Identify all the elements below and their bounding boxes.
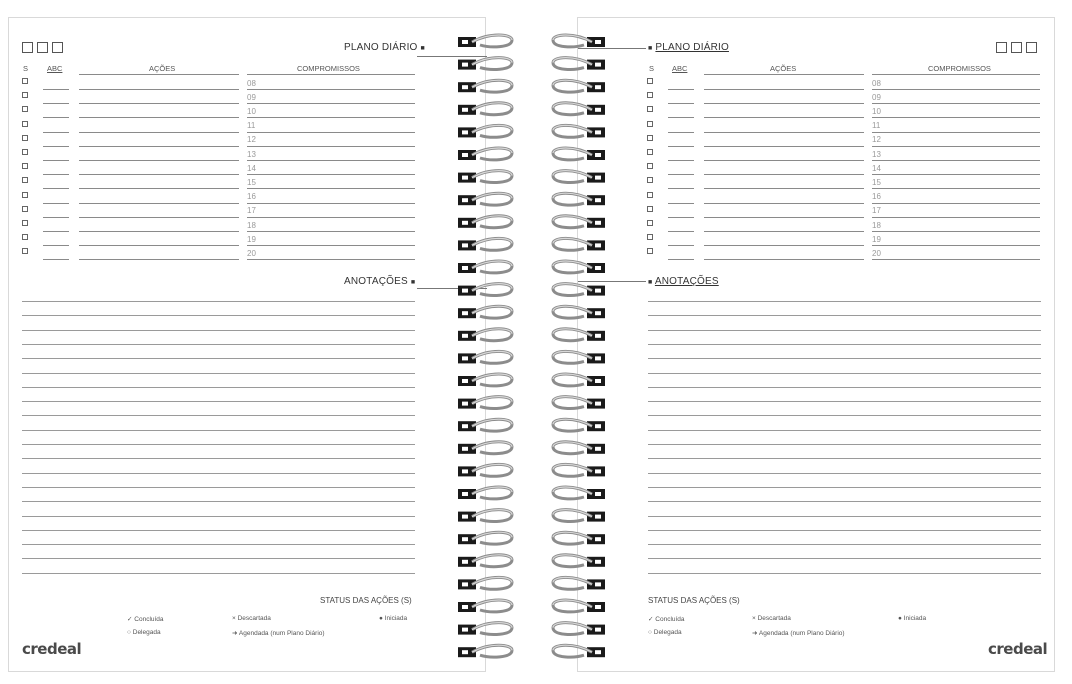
column-acoes: AÇÕES bbox=[770, 64, 797, 73]
check-icon: ✓ bbox=[648, 616, 654, 623]
abc-field[interactable] bbox=[43, 103, 69, 104]
status-concluida: ✓ Concluída bbox=[127, 616, 164, 623]
hour-label: 11 bbox=[872, 121, 881, 131]
header-rule bbox=[247, 74, 415, 75]
note-line[interactable] bbox=[648, 344, 1041, 345]
status-checkbox[interactable] bbox=[647, 92, 653, 98]
square-bullet-icon: ■ bbox=[648, 45, 653, 52]
appointment-field[interactable] bbox=[247, 146, 415, 147]
note-line[interactable] bbox=[648, 501, 1041, 502]
arrow-icon: ➜ bbox=[752, 630, 758, 637]
header-rule bbox=[79, 74, 239, 75]
status-checkbox[interactable] bbox=[22, 78, 28, 84]
note-line[interactable] bbox=[648, 415, 1041, 416]
title-connector bbox=[578, 48, 646, 49]
abc-field[interactable] bbox=[668, 89, 694, 90]
action-field[interactable] bbox=[704, 174, 864, 175]
appointment-field[interactable] bbox=[872, 117, 1040, 118]
appointment-field[interactable] bbox=[247, 132, 415, 133]
right-page bbox=[577, 17, 1055, 672]
appointment-field[interactable] bbox=[872, 89, 1040, 90]
cross-icon: × bbox=[232, 615, 236, 622]
status-agendada: ➜ Agendada (num Plano Diário) bbox=[752, 630, 845, 637]
hour-label: 15 bbox=[872, 177, 881, 187]
action-field[interactable] bbox=[704, 203, 864, 204]
hour-label: 09 bbox=[247, 92, 256, 102]
hour-label: 20 bbox=[247, 248, 256, 258]
note-line[interactable] bbox=[22, 473, 415, 474]
action-field[interactable] bbox=[79, 203, 239, 204]
page-title: ■ PLANO DIÁRIO bbox=[648, 42, 729, 53]
action-field[interactable] bbox=[79, 160, 239, 161]
hour-label: 13 bbox=[872, 149, 881, 159]
status-agendada: ➜ Agendada (num Plano Diário) bbox=[232, 630, 325, 637]
status-checkbox[interactable] bbox=[22, 177, 28, 183]
note-line[interactable] bbox=[22, 344, 415, 345]
hour-label: 20 bbox=[872, 248, 881, 258]
appointment-field[interactable] bbox=[247, 103, 415, 104]
status-iniciada: ● Iniciada bbox=[898, 615, 927, 622]
note-line[interactable] bbox=[648, 473, 1041, 474]
appointment-field[interactable] bbox=[872, 188, 1040, 189]
appointment-field[interactable] bbox=[247, 217, 415, 218]
appointment-field[interactable] bbox=[247, 89, 415, 90]
hour-label: 13 bbox=[247, 149, 256, 159]
note-line[interactable] bbox=[648, 315, 1041, 316]
appointment-field[interactable] bbox=[872, 146, 1040, 147]
appointment-field[interactable] bbox=[872, 160, 1040, 161]
status-checkbox[interactable] bbox=[22, 248, 28, 254]
page-title: PLANO DIÁRIO ■ bbox=[344, 42, 425, 53]
appointment-field[interactable] bbox=[247, 188, 415, 189]
action-field[interactable] bbox=[704, 117, 864, 118]
appointment-field[interactable] bbox=[872, 132, 1040, 133]
status-delegada: ○ Delegada bbox=[648, 629, 682, 636]
column-abc: ABC bbox=[672, 64, 688, 73]
status-checkbox[interactable] bbox=[647, 192, 653, 198]
appointment-field[interactable] bbox=[872, 217, 1040, 218]
column-compromissos: COMPROMISSOS bbox=[928, 64, 991, 73]
status-checkbox[interactable] bbox=[22, 234, 28, 240]
abc-field[interactable] bbox=[43, 217, 69, 218]
note-line[interactable] bbox=[22, 315, 415, 316]
status-checkbox[interactable] bbox=[647, 78, 653, 84]
hour-label: 17 bbox=[247, 206, 256, 216]
date-box[interactable] bbox=[52, 42, 63, 53]
status-checkbox[interactable] bbox=[647, 135, 653, 141]
status-checkbox[interactable] bbox=[22, 121, 28, 127]
hour-label: 16 bbox=[247, 192, 256, 202]
abc-field[interactable] bbox=[668, 146, 694, 147]
square-bullet-icon: ■ bbox=[648, 279, 653, 286]
note-line[interactable] bbox=[22, 401, 415, 402]
square-bullet-icon: ■ bbox=[410, 279, 416, 286]
note-line[interactable] bbox=[648, 330, 1041, 331]
note-line[interactable] bbox=[648, 444, 1041, 445]
abc-field[interactable] bbox=[43, 160, 69, 161]
appointment-field[interactable] bbox=[872, 245, 1040, 246]
action-field[interactable] bbox=[79, 117, 239, 118]
abc-field[interactable] bbox=[668, 217, 694, 218]
hour-label: 14 bbox=[872, 163, 881, 173]
note-line[interactable] bbox=[648, 373, 1041, 374]
date-box[interactable] bbox=[22, 42, 33, 53]
square-bullet-icon: ■ bbox=[420, 45, 425, 52]
hour-label: 12 bbox=[247, 135, 256, 145]
action-field[interactable] bbox=[79, 245, 239, 246]
abc-field[interactable] bbox=[43, 146, 69, 147]
note-line[interactable] bbox=[648, 430, 1041, 431]
hour-label: 18 bbox=[872, 220, 881, 230]
column-acoes: AÇÕES bbox=[149, 64, 176, 73]
notes-title: ■ ANOTAÇÕES bbox=[648, 276, 719, 287]
notes-title: ANOTAÇÕES ■ bbox=[344, 276, 416, 287]
hour-label: 17 bbox=[872, 206, 881, 216]
status-iniciada: ● Iniciada bbox=[379, 615, 408, 622]
abc-field[interactable] bbox=[668, 132, 694, 133]
appointment-field[interactable] bbox=[247, 259, 415, 260]
note-line[interactable] bbox=[648, 558, 1041, 559]
note-line[interactable] bbox=[22, 544, 415, 545]
action-field[interactable] bbox=[704, 259, 864, 260]
abc-field[interactable] bbox=[43, 117, 69, 118]
appointment-field[interactable] bbox=[872, 103, 1040, 104]
abc-field[interactable] bbox=[43, 132, 69, 133]
note-line[interactable] bbox=[22, 516, 415, 517]
arrow-icon: ➜ bbox=[232, 630, 238, 637]
column-s: S bbox=[23, 64, 29, 73]
status-checkbox[interactable] bbox=[647, 149, 653, 155]
note-line[interactable] bbox=[22, 301, 415, 302]
hour-label: 19 bbox=[247, 234, 256, 244]
status-checkbox[interactable] bbox=[22, 92, 28, 98]
status-checkbox[interactable] bbox=[647, 121, 653, 127]
action-field[interactable] bbox=[79, 103, 239, 104]
abc-field[interactable] bbox=[668, 117, 694, 118]
note-line[interactable] bbox=[22, 358, 415, 359]
title-connector bbox=[578, 281, 646, 282]
action-field[interactable] bbox=[79, 174, 239, 175]
hour-label: 19 bbox=[872, 234, 881, 244]
action-field[interactable] bbox=[79, 217, 239, 218]
title-connector bbox=[417, 288, 487, 289]
action-field[interactable] bbox=[704, 231, 864, 232]
note-line[interactable] bbox=[22, 373, 415, 374]
appointment-field[interactable] bbox=[247, 117, 415, 118]
left-page bbox=[8, 17, 486, 672]
status-checkbox[interactable] bbox=[22, 163, 28, 169]
appointment-field[interactable] bbox=[247, 160, 415, 161]
appointment-field[interactable] bbox=[247, 174, 415, 175]
hour-label: 12 bbox=[872, 135, 881, 145]
hour-label: 08 bbox=[247, 78, 256, 88]
note-line[interactable] bbox=[22, 430, 415, 431]
action-field[interactable] bbox=[704, 132, 864, 133]
abc-field[interactable] bbox=[668, 245, 694, 246]
action-field[interactable] bbox=[79, 231, 239, 232]
note-line[interactable] bbox=[648, 401, 1041, 402]
brand-logo: credeal bbox=[988, 640, 1048, 658]
status-checkbox[interactable] bbox=[647, 234, 653, 240]
note-line[interactable] bbox=[22, 501, 415, 502]
column-abc: ABC bbox=[47, 64, 63, 73]
status-checkbox[interactable] bbox=[22, 192, 28, 198]
appointment-field[interactable] bbox=[872, 231, 1040, 232]
column-s: S bbox=[649, 64, 655, 73]
action-field[interactable] bbox=[704, 245, 864, 246]
status-checkbox[interactable] bbox=[22, 135, 28, 141]
status-checkbox[interactable] bbox=[22, 206, 28, 212]
circle-icon: ○ bbox=[127, 629, 131, 636]
action-field[interactable] bbox=[704, 217, 864, 218]
date-box[interactable] bbox=[1011, 42, 1022, 53]
status-title: STATUS DAS AÇÕES (S) bbox=[648, 596, 740, 605]
note-line[interactable] bbox=[648, 301, 1041, 302]
status-concluida: ✓ Concluída bbox=[648, 616, 685, 623]
date-box[interactable] bbox=[996, 42, 1007, 53]
date-box[interactable] bbox=[37, 42, 48, 53]
status-descartada: × Descartada bbox=[752, 615, 791, 622]
action-field[interactable] bbox=[79, 132, 239, 133]
note-line[interactable] bbox=[648, 487, 1041, 488]
note-line[interactable] bbox=[648, 458, 1041, 459]
note-line[interactable] bbox=[22, 444, 415, 445]
circle-icon: ○ bbox=[648, 629, 652, 636]
note-line[interactable] bbox=[22, 558, 415, 559]
status-descartada: × Descartada bbox=[232, 615, 271, 622]
appointment-field[interactable] bbox=[872, 259, 1040, 260]
note-line[interactable] bbox=[648, 387, 1041, 388]
status-checkbox[interactable] bbox=[647, 206, 653, 212]
abc-field[interactable] bbox=[668, 160, 694, 161]
dot-icon: ● bbox=[379, 615, 383, 622]
hour-label: 18 bbox=[247, 220, 256, 230]
action-field[interactable] bbox=[704, 146, 864, 147]
abc-field[interactable] bbox=[43, 188, 69, 189]
hour-label: 15 bbox=[247, 177, 256, 187]
status-checkbox[interactable] bbox=[22, 106, 28, 112]
title-connector bbox=[417, 56, 487, 57]
check-icon: ✓ bbox=[127, 616, 133, 623]
appointment-field[interactable] bbox=[247, 245, 415, 246]
hour-label: 14 bbox=[247, 163, 256, 173]
status-checkbox[interactable] bbox=[647, 220, 653, 226]
hour-label: 10 bbox=[247, 106, 256, 116]
note-line[interactable] bbox=[648, 530, 1041, 531]
header-rule bbox=[704, 74, 864, 75]
hour-label: 10 bbox=[872, 106, 881, 116]
hour-label: 09 bbox=[872, 92, 881, 102]
note-line[interactable] bbox=[648, 358, 1041, 359]
status-checkbox[interactable] bbox=[647, 248, 653, 254]
action-field[interactable] bbox=[704, 188, 864, 189]
abc-field[interactable] bbox=[668, 174, 694, 175]
appointment-field[interactable] bbox=[872, 174, 1040, 175]
appointment-field[interactable] bbox=[872, 203, 1040, 204]
action-field[interactable] bbox=[704, 89, 864, 90]
status-delegada: ○ Delegada bbox=[127, 629, 161, 636]
abc-field[interactable] bbox=[43, 174, 69, 175]
status-checkbox[interactable] bbox=[647, 177, 653, 183]
action-field[interactable] bbox=[704, 160, 864, 161]
action-field[interactable] bbox=[79, 146, 239, 147]
brand-logo: credeal bbox=[22, 640, 82, 658]
status-checkbox[interactable] bbox=[22, 149, 28, 155]
abc-field[interactable] bbox=[668, 259, 694, 260]
action-field[interactable] bbox=[79, 188, 239, 189]
abc-field[interactable] bbox=[668, 203, 694, 204]
cross-icon: × bbox=[752, 615, 756, 622]
note-line[interactable] bbox=[22, 330, 415, 331]
status-checkbox[interactable] bbox=[647, 163, 653, 169]
note-line[interactable] bbox=[22, 487, 415, 488]
status-checkbox[interactable] bbox=[647, 106, 653, 112]
status-checkbox[interactable] bbox=[22, 220, 28, 226]
appointment-field[interactable] bbox=[247, 203, 415, 204]
dot-icon: ● bbox=[898, 615, 902, 622]
note-line[interactable] bbox=[648, 573, 1041, 574]
note-line[interactable] bbox=[22, 458, 415, 459]
abc-field[interactable] bbox=[668, 103, 694, 104]
abc-field[interactable] bbox=[43, 89, 69, 90]
note-line[interactable] bbox=[22, 530, 415, 531]
abc-field[interactable] bbox=[43, 245, 69, 246]
hour-label: 16 bbox=[872, 192, 881, 202]
abc-field[interactable] bbox=[668, 188, 694, 189]
action-field[interactable] bbox=[79, 259, 239, 260]
action-field[interactable] bbox=[79, 89, 239, 90]
appointment-field[interactable] bbox=[247, 231, 415, 232]
column-compromissos: COMPROMISSOS bbox=[297, 64, 360, 73]
header-rule bbox=[872, 74, 1040, 75]
abc-field[interactable] bbox=[43, 231, 69, 232]
abc-field[interactable] bbox=[43, 203, 69, 204]
note-line[interactable] bbox=[22, 573, 415, 574]
hour-label: 11 bbox=[247, 121, 256, 131]
abc-field[interactable] bbox=[668, 231, 694, 232]
hour-label: 08 bbox=[872, 78, 881, 88]
note-line[interactable] bbox=[22, 387, 415, 388]
status-title: STATUS DAS AÇÕES (S) bbox=[320, 596, 412, 605]
note-line[interactable] bbox=[22, 415, 415, 416]
date-box[interactable] bbox=[1026, 42, 1037, 53]
note-line[interactable] bbox=[648, 516, 1041, 517]
note-line[interactable] bbox=[648, 544, 1041, 545]
abc-field[interactable] bbox=[43, 259, 69, 260]
action-field[interactable] bbox=[704, 103, 864, 104]
